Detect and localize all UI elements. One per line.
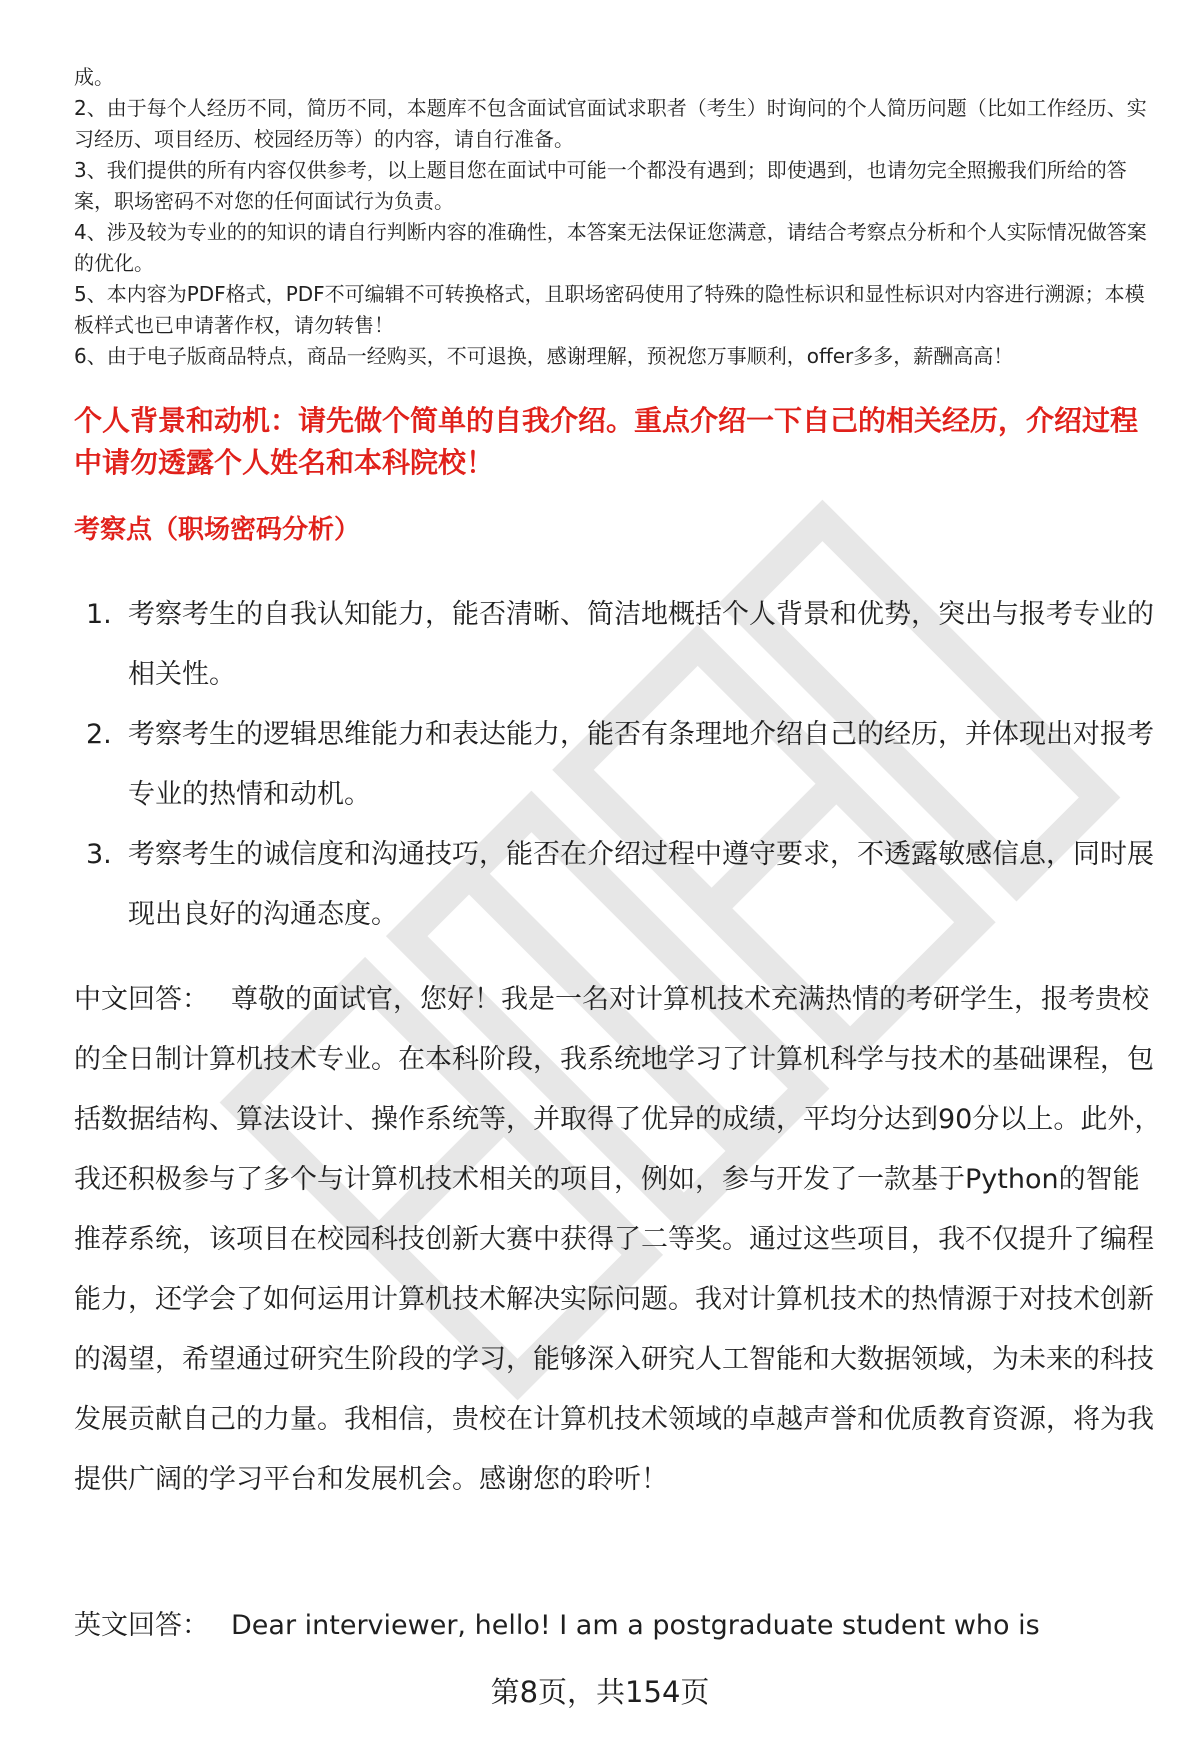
notice-list: [74, 62, 1154, 372]
notice-item: 4、涉及较为专业的的知识的请自行判断内容的准确性，本答案无法保证您满意，请结合考察点分析和个人实际情况做答案的优化。: [74, 220, 1147, 275]
question-heading: 个人背景和动机：请先做个简单的自我介绍。重点介绍一下自己的相关经历，介绍过程中请勿透露个人姓名和本科院校！: [74, 404, 1139, 479]
notice-item: 6、由于电子版商品特点，商品一经购买，不可退换，感谢理解，预祝您万事顺利，offer多多，薪酬高高！: [74, 344, 1014, 368]
assessment-points-list: [74, 585, 1154, 945]
notice-item: 3、我们提供的所有内容仅供参考，以上题目您在面试中可能一个都没有遇到；即使遇到，也请勿完全照搬我们所给的答案，职场密码不对您的任何面试行为负责。: [74, 158, 1127, 213]
point-text: 考察考生的诚信度和沟通技巧，能否在介绍过程中遵守要求，不透露敏感信息，同时展现出良好的沟通态度。: [128, 839, 1154, 930]
point-number: 1.: [86, 599, 112, 630]
assessment-point: [74, 825, 1154, 945]
notice-item: 2、由于每个人经历不同，简历不同，本题库不包含面试官面试求职者（考生）时询问的个人简历问题（比如工作经历、实习经历、项目经历、校园经历等）的内容，请自行准备。: [74, 96, 1147, 151]
notice-item: 成。: [74, 65, 114, 89]
notice-item: 5、本内容为PDF格式，PDF不可编辑不可转换格式，且职场密码使用了特殊的隐性标识和显性标识对内容进行溯源；本模板样式也已申请著作权，请勿转售！: [74, 282, 1145, 337]
point-number: 2.: [86, 719, 112, 750]
assessment-point: [74, 705, 1154, 825]
point-text: 考察考生的自我认知能力，能否清晰、简洁地概括个人背景和优势，突出与报考专业的相关性。: [128, 599, 1154, 690]
point-text: 考察考生的逻辑思维能力和表达能力，能否有条理地介绍自己的经历，并体现出对报考专业的热情和动机。: [128, 719, 1154, 810]
assessment-point: [74, 585, 1154, 705]
points-heading: 考察点（职场密码分析）: [74, 515, 361, 545]
english-answer-text: Dear interviewer, hello! I am a postgraduate student who is: [231, 1610, 1040, 1641]
english-answer: [74, 1596, 1164, 1656]
english-answer-label: 英文回答：: [74, 1610, 209, 1641]
point-number: 3.: [86, 839, 112, 870]
chinese-answer-label: 中文回答：: [74, 984, 209, 1015]
chinese-answer: [74, 970, 1164, 1510]
page-footer: 第8页，共154页: [490, 1675, 710, 1709]
chinese-answer-text: 尊敬的面试官，您好！我是一名对计算机技术充满热情的考研学生，报考贵校的全日制计算机技术专业。在本科阶段，我系统地学习了计算机科学与技术的基础课程，包括数据结构、算法设计、操作系统等，并取得了优异的成绩，平均分达到90分以上。此外，我还积极参与了多个与计算机技术相关的项目，例如，参与开发了一款基于Python的智能推荐系统，该项目在校园科技创新大赛中获得了二等奖。通过这些项目，我不仅提升了编程能力，还学会了如何运用计算机技术解决实际问题。我对计算机技术的热情源于对技术创新的渴望，希望通过研究生阶段的学习，能够深入研究人工智能和大数据领域，为未来的科技发展贡献自己的力量。我相信，贵校在计算机技术领域的卓越声誉和优质教育资源，将为我提供广阔的学习平台和发展机会。感谢您的聆听！: [74, 984, 1162, 1495]
